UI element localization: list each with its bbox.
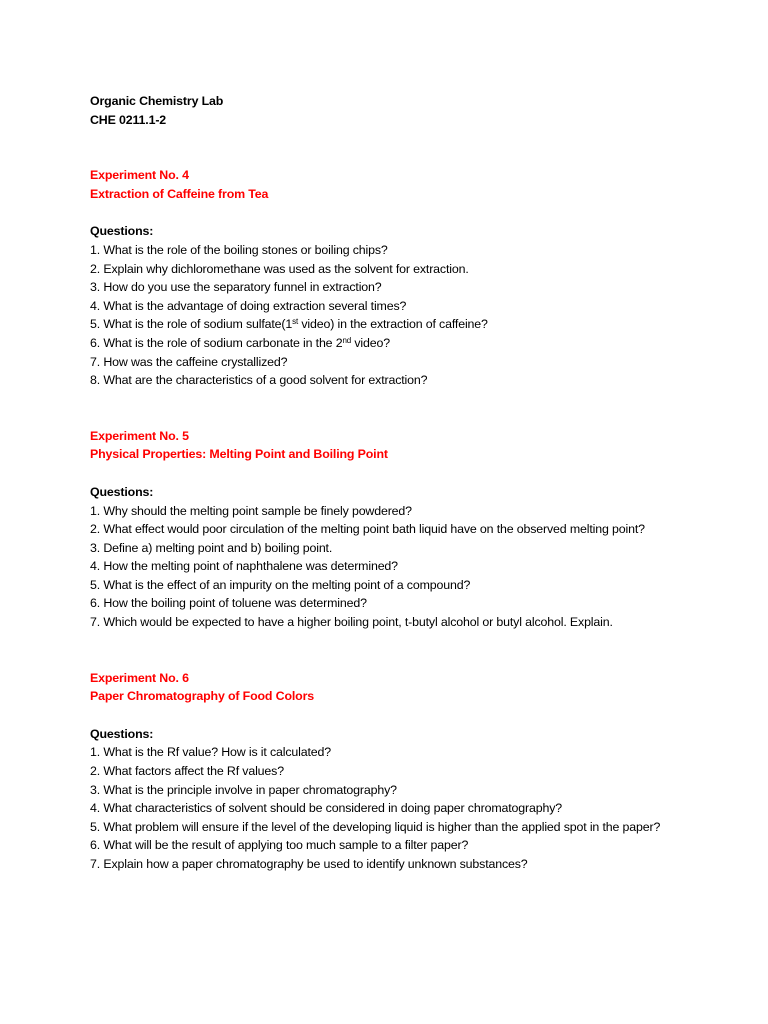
- spacer: [90, 632, 750, 669]
- experiment-4-questions-heading: Questions:: [90, 224, 154, 239]
- course-code: CHE 0211.1-2: [90, 112, 167, 127]
- question-5-suffix: video) in the extraction of caffeine?: [301, 317, 488, 332]
- experiment-6-title: Paper Chromatography of Food Colors: [90, 689, 314, 704]
- document-content: [90, 92, 750, 874]
- question-item: 5. What problem will ensure if the level of the developing liquid is higher than the applied spot in the paper?: [90, 819, 661, 834]
- question-item: 7. Explain how a paper chromatography be used to identify unknown substances?: [90, 857, 528, 871]
- spacer: [90, 390, 750, 427]
- question-6-suffix: video?: [354, 335, 390, 350]
- course-title: Organic Chemistry Lab: [90, 94, 224, 108]
- experiment-4-number: Experiment No. 4: [90, 168, 189, 183]
- experiment-6-question-list: [90, 743, 750, 873]
- question-6-text: 6. What is the role of sodium carbonate in the 2: [90, 335, 343, 350]
- question-item: 2. Explain why dichloromethane was used as the solvent for extraction.: [90, 261, 469, 276]
- question-item: 3. How do you use the separatory funnel in extraction?: [90, 280, 382, 295]
- question-item: 1. Why should the melting point sample be finely powdered?: [90, 503, 412, 518]
- question-item: 1. What is the role of the boiling stones or boiling chips?: [90, 242, 388, 257]
- question-item: 4. What characteristics of solvent should be considered in doing paper chromatography?: [90, 801, 562, 816]
- experiment-6-number: Experiment No. 6: [90, 670, 189, 685]
- superscript: nd: [342, 335, 352, 345]
- question-item: 5. What is the effect of an impurity on the melting point of a compound?: [90, 577, 471, 592]
- spacer: [90, 203, 750, 222]
- question-item: 1. What is the Rf value? How is it calculated?: [90, 745, 332, 760]
- superscript: st: [292, 317, 299, 327]
- question-item: 7. How was the caffeine crystallized?: [90, 354, 288, 369]
- spacer: [90, 464, 750, 483]
- experiment-6-questions-heading: Questions:: [90, 726, 154, 741]
- experiment-5-question-list: [90, 502, 750, 632]
- experiment-6-section: [90, 669, 750, 874]
- experiment-4-section: [90, 166, 750, 390]
- question-item: 2. What factors affect the Rf values?: [90, 764, 284, 779]
- question-item: 7. Which would be expected to have a higher boiling point, t-butyl alcohol or butyl alcohol. Explain.: [90, 615, 613, 630]
- question-item: 4. How the melting point of naphthalene was determined?: [90, 559, 398, 574]
- experiment-5-title: Physical Properties: Melting Point and Boiling Point: [90, 447, 388, 462]
- experiment-4-title: Extraction of Caffeine from Tea: [90, 186, 269, 201]
- question-item: 8. What are the characteristics of a good solvent for extraction?: [90, 373, 428, 388]
- question-item: [90, 315, 750, 334]
- question-item: 4. What is the advantage of doing extraction several times?: [90, 298, 407, 313]
- experiment-5-number: Experiment No. 5: [90, 428, 189, 443]
- experiment-5-section: [90, 427, 750, 632]
- question-5-text: 5. What is the role of sodium sulfate(1: [90, 317, 293, 332]
- experiment-5-questions-heading: Questions:: [90, 484, 154, 499]
- spacer: [90, 706, 750, 725]
- question-item: 6. How the boiling point of toluene was determined?: [90, 596, 367, 611]
- experiment-4-question-list: [90, 241, 750, 390]
- spacer: [90, 129, 750, 166]
- question-item: 2. What effect would poor circulation of the melting point bath liquid have on the observed melting point?: [90, 522, 645, 537]
- question-item: [90, 334, 750, 353]
- question-item: 6. What will be the result of applying too much sample to a filter paper?: [90, 838, 469, 853]
- question-item: 3. Define a) melting point and b) boiling point.: [90, 540, 333, 555]
- question-item: 3. What is the principle involve in paper chromatography?: [90, 782, 397, 797]
